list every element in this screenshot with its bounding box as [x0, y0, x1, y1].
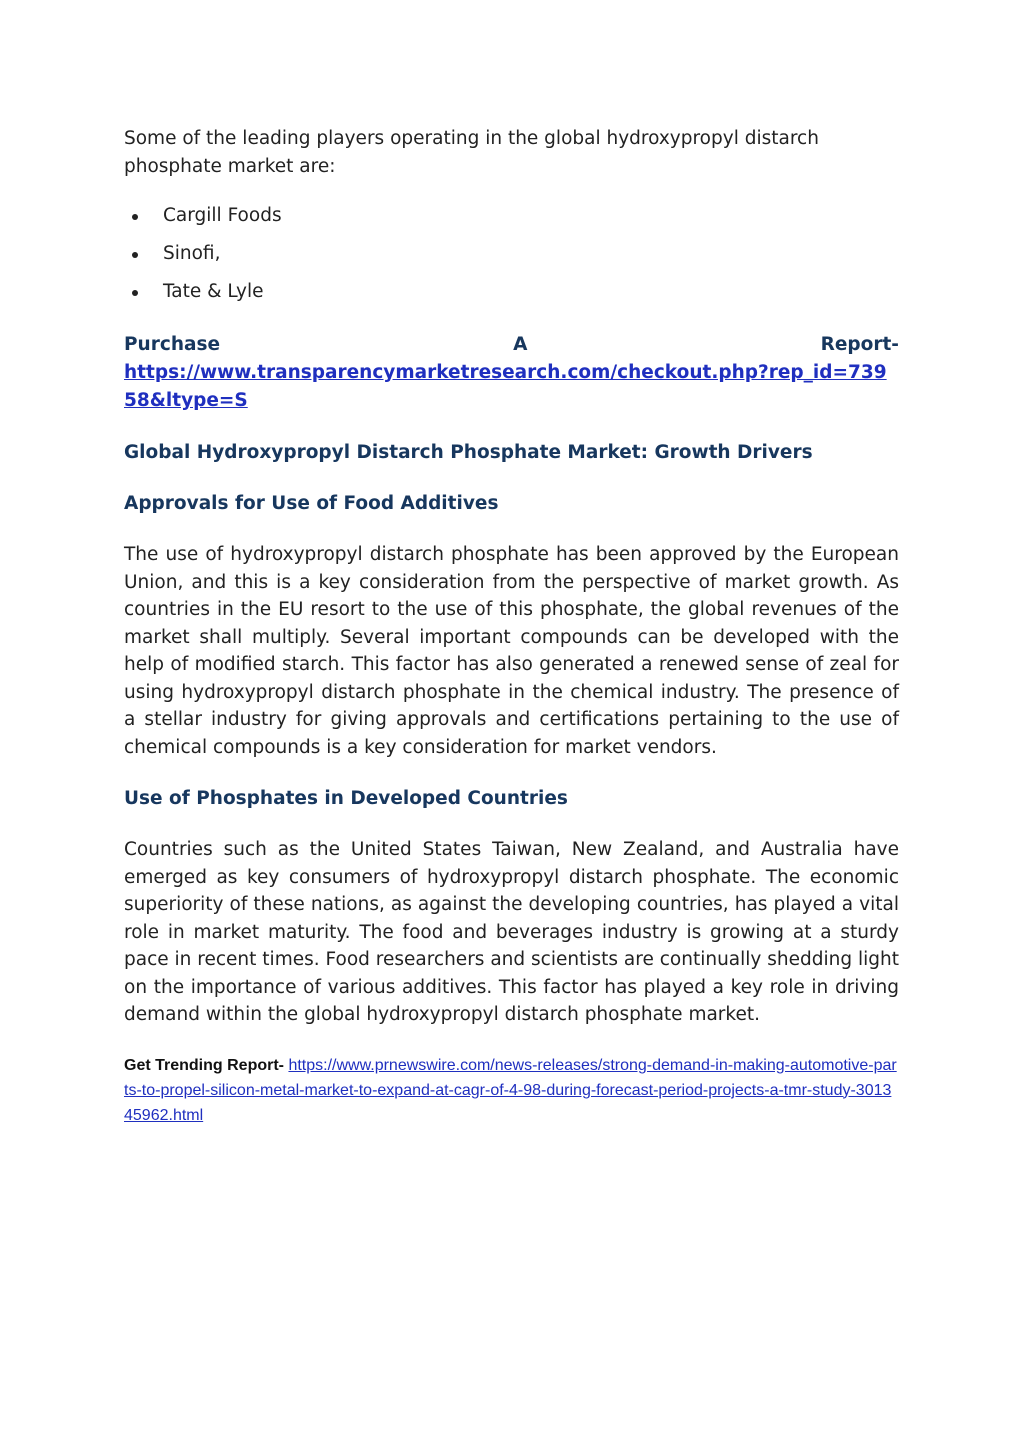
paragraph-phosphates: Countries such as the United States Taiwan, New Zealand, and Australia have emerged as key consumers of hydroxypropyl distarch phosphate. The economic superiority of these nations, as against the developing countries, has played a vital role in market maturity. The food and beverages industry is growing at a sturdy pace in recent times. Food researchers and scientists are continually shedding light on the importance of various additives. This factor has played a key role in driving demand within the global hydroxypropyl distarch phosphate market.: [124, 839, 899, 1025]
trending-report: [124, 1053, 899, 1128]
purchase-report-link[interactable]: https://www.transparencymarketresearch.com/checkout.php?rep_id=73958&ltype=S: [124, 362, 887, 411]
purchase-word: Report-: [820, 334, 899, 355]
trending-report-link[interactable]: https://www.prnewswire.com/news-releases/strong-demand-in-making-automotive-parts-to-propel-silicon-metal-market-to-expand-at-cagr-of-4-98-during-forecast-period-projects-a-tmr-study-301345962.html: [124, 1056, 897, 1124]
bullet-icon: [132, 214, 138, 220]
paragraph-approvals: The use of hydroxypropyl distarch phosphate has been approved by the European Union, and this is a key consideration from the perspective of market growth. As countries in the EU resort to the use of this phosphate, the global revenues of the market shall multiply. Several important compounds can be developed with the help of modified starch. This factor has also generated a renewed sense of zeal for using hydroxypropyl distarch phosphate in the chemical industry. The presence of a stellar industry for giving approvals and certifications pertaining to the use of chemical compounds is a key consideration for market vendors.: [124, 544, 899, 758]
player-name: Cargill Foods: [163, 205, 282, 226]
trending-report-label: Get Trending Report-: [124, 1056, 284, 1074]
list-item: [132, 235, 899, 273]
list-item: [132, 273, 899, 311]
purchase-word: A: [513, 334, 528, 355]
subsection-heading-approvals: Approvals for Use of Food Additives: [124, 493, 499, 514]
player-name: Sinofi,: [163, 243, 221, 264]
intro-text: Some of the leading players operating in the global hydroxypropyl distarch phosphate market are:: [124, 128, 819, 177]
section-heading: Global Hydroxypropyl Distarch Phosphate Market: Growth Drivers: [124, 442, 813, 463]
player-name: Tate & Lyle: [163, 281, 264, 302]
players-list: [124, 197, 899, 311]
bullet-icon: [132, 290, 138, 296]
bullet-icon: [132, 252, 138, 258]
subsection-heading-phosphates: Use of Phosphates in Developed Countries: [124, 788, 568, 809]
purchase-word: Purchase: [124, 334, 221, 355]
list-item: [132, 197, 899, 235]
purchase-report-label: [124, 331, 899, 359]
